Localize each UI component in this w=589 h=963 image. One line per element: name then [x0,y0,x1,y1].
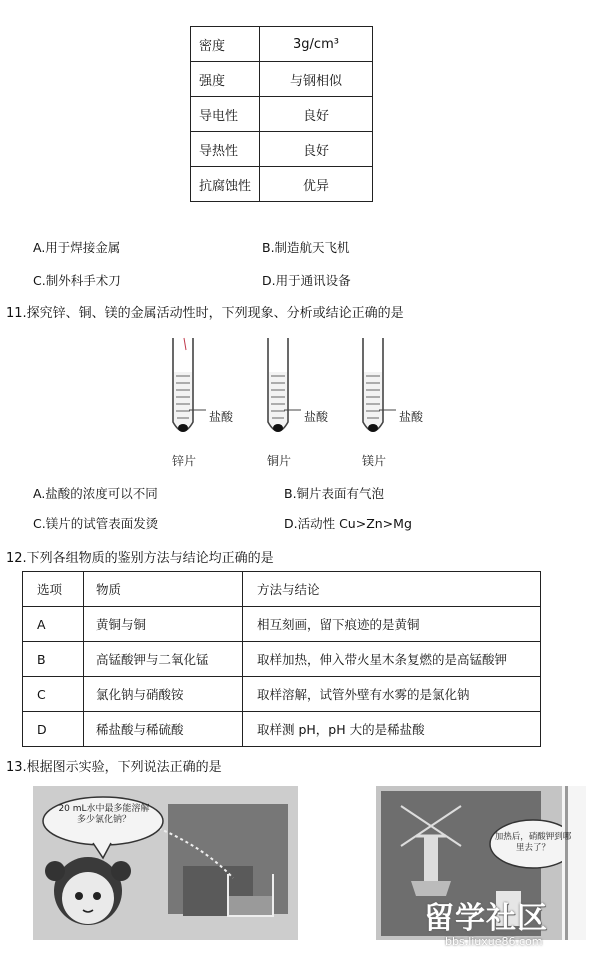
q11-option-a: A.盐酸的浓度可以不同 [33,486,158,501]
row-substance: 稀盐酸与稀硫酸 [84,712,243,747]
table-row [23,712,541,747]
copper-test-tube [268,338,301,432]
tube-3-liquid-label: 盐酸 [399,410,424,424]
property-name: 强度 [191,62,260,97]
q11-option-c: C.镁片的试管表面发烫 [33,516,159,531]
property-name: 抗腐蚀性 [191,167,260,202]
row-substance: 黄铜与铜 [84,607,243,642]
row-substance: 高锰酸钾与二氧化锰 [84,642,243,677]
tube-2-liquid-label: 盐酸 [304,410,329,424]
property-row [191,132,373,167]
row-method: 取样加热，伸入带火星木条复燃的是高锰酸钾 [243,642,541,677]
tube-1-metal-label: 锌片 [172,454,197,468]
q10-option-d: D.用于通讯设备 [262,273,351,288]
property-row [191,62,373,97]
q12-stem: 12.下列各组物质的鉴别方法与结论均正确的是 [6,551,274,566]
header-option: 选项 [23,572,84,607]
header-substance: 物质 [84,572,243,607]
watermark-url: bbs.liuxue86.com [445,935,543,948]
property-table [190,26,373,202]
tube-3-metal-label: 镁片 [362,454,387,468]
q10-option-b: B.制造航天飞机 [262,240,350,255]
row-method: 取样测 pH，pH 大的是稀盐酸 [243,712,541,747]
property-name: 密度 [191,27,260,62]
test-tubes-figure [160,330,420,450]
row-option: B [23,642,84,677]
property-value: 与钢相似 [260,62,373,97]
property-row [191,167,373,202]
property-name: 导热性 [191,132,260,167]
table-header-row [23,572,541,607]
q13-stem: 13.根据图示实验，下列说法正确的是 [6,760,222,775]
tube-1-liquid-label: 盐酸 [209,410,234,424]
property-value: 3g/cm³ [260,27,373,62]
property-value: 优异 [260,167,373,202]
q11-stem: 11.探究锌、铜、镁的金属活动性时，下列现象、分析或结论正确的是 [6,306,404,321]
row-method: 相互刻画，留下痕迹的是黄铜 [243,607,541,642]
row-option: C [23,677,84,712]
q11-option-b: B.铜片表面有气泡 [284,486,385,501]
property-name: 导电性 [191,97,260,132]
property-value: 良好 [260,97,373,132]
header-method: 方法与结论 [243,572,541,607]
row-option: A [23,607,84,642]
row-substance: 氯化钠与硝酸铵 [84,677,243,712]
watermark-brand: 留学社区 [424,901,548,936]
q11-option-d: D.活动性 Cu>Zn>Mg [284,516,412,531]
property-row [191,97,373,132]
q10-option-a: A.用于焊接金属 [33,240,121,255]
row-option: D [23,712,84,747]
left-speech-bubble-text: 20 mL水中最多能溶解多少氯化钠？ [58,804,150,825]
identification-table [22,571,541,747]
table-row [23,677,541,712]
q10-option-c: C.制外科手术刀 [33,273,121,288]
experiment-photo-left [33,786,298,940]
table-row [23,642,541,677]
zinc-test-tube [173,338,206,432]
property-value: 良好 [260,132,373,167]
property-row [191,27,373,62]
magnesium-test-tube [363,338,396,432]
right-speech-bubble-text: 加热后，硝酸钾到哪里去了？ [494,832,572,853]
table-row [23,607,541,642]
row-method: 取样溶解，试管外壁有水雾的是氯化钠 [243,677,541,712]
tube-2-metal-label: 铜片 [267,454,292,468]
